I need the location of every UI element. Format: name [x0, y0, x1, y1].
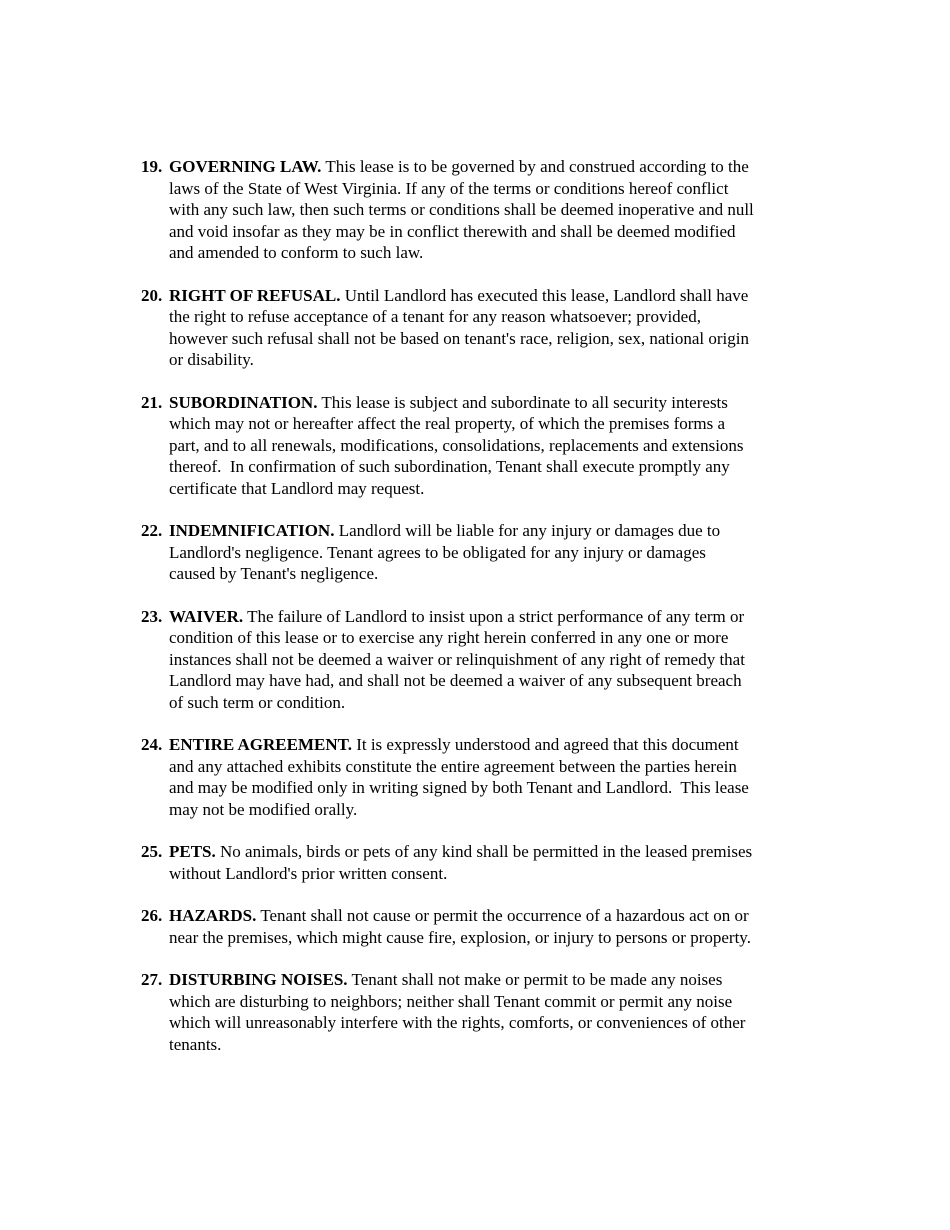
- clause-list: [141, 156, 821, 1076]
- clause-item: [141, 734, 821, 820]
- clause-text: The failure of Landlord to insist upon a strict performance of any term or: [243, 606, 745, 626]
- clause-line: certificate that Landlord may request.: [169, 478, 425, 498]
- clause-line: may not be modified orally.: [169, 799, 358, 819]
- clause-line: caused by Tenant's negligence.: [169, 564, 379, 583]
- clause-number: 24.: [141, 735, 163, 754]
- clause-text: Landlord will be liable for any injury or damages due to: [334, 521, 721, 540]
- clause-item: [141, 969, 821, 1055]
- clause-line: however such refusal shall not be based on tenant's race, religion, sex, national origin: [169, 328, 749, 348]
- clause-item: [141, 392, 821, 500]
- clause-line: [169, 969, 821, 991]
- clause-number: 22.: [141, 521, 163, 540]
- clause-number: 19.: [141, 157, 163, 176]
- clause-line: which are disturbing to neighbors; neither shall Tenant commit or permit any noise: [169, 991, 733, 1011]
- clause-line: which may not or hereafter affect the real property, of which the premises forms a: [169, 414, 726, 433]
- clause-body: [169, 520, 821, 585]
- clause-line: [169, 285, 821, 307]
- clause-line: the right to refuse acceptance of a tenant for any reason whatsoever; provided,: [169, 307, 701, 326]
- clause-line: thereof. In confirmation of such subordination, Tenant shall execute promptly any: [169, 457, 730, 476]
- clause-body: [169, 969, 821, 1055]
- clause-line: [169, 520, 821, 542]
- clause-line: instances shall not be deemed a waiver or relinquishment of any right of remedy that: [169, 649, 745, 669]
- clause-text: It is expressly understood and agreed that this document: [351, 735, 739, 754]
- clause-item: [141, 606, 821, 714]
- clause-line: and amended to conform to such law.: [169, 243, 424, 262]
- clause-number: 20.: [141, 285, 163, 305]
- clause-number: 27.: [141, 970, 163, 989]
- clause-line: [169, 841, 821, 863]
- clause-line: [169, 392, 821, 414]
- clause-text: This lease is to be governed by and construed according to the: [321, 157, 749, 176]
- clause-heading: HAZARDS.: [169, 906, 257, 925]
- clause-body: [169, 606, 821, 714]
- clause-number: 23.: [141, 606, 163, 626]
- clause-line: tenants.: [169, 1034, 222, 1054]
- clause-heading: DISTURBING NOISES.: [169, 970, 348, 989]
- clause-line: which will unreasonably interfere with the rights, comforts, or conveniences of other: [169, 1013, 746, 1032]
- clause-item: [141, 285, 821, 371]
- clause-line: Landlord may have had, and shall not be deemed a waiver of any subsequent breach: [169, 671, 742, 690]
- clause-line: [169, 156, 821, 178]
- clause-heading: PETS.: [169, 842, 216, 861]
- clause-line: and any attached exhibits constitute the entire agreement between the parties herein: [169, 756, 737, 776]
- clause-line: part, and to all renewals, modifications, consolidations, replacements and extensions: [169, 435, 744, 455]
- clause-line: Landlord's negligence. Tenant agrees to be obligated for any injury or damages: [169, 542, 706, 562]
- clause-line: [169, 606, 821, 628]
- clause-line: and may be modified only in writing signed by both Tenant and Landlord. This lease: [169, 778, 749, 797]
- clause-line: laws of the State of West Virginia. If any of the terms or conditions hereof conflict: [169, 178, 729, 198]
- clause-heading: RIGHT OF REFUSAL.: [169, 285, 341, 305]
- clause-item: [141, 156, 821, 264]
- clause-body: [169, 156, 821, 264]
- clause-heading: WAIVER.: [169, 606, 244, 626]
- clause-body: [169, 841, 821, 884]
- clause-line: of such term or condition.: [169, 692, 346, 712]
- clause-body: [169, 392, 821, 500]
- clause-line: near the premises, which might cause fire, explosion, or injury to persons or property.: [169, 927, 751, 947]
- clause-line: condition of this lease or to exercise any right herein conferred in any one or more: [169, 628, 729, 647]
- clause-body: [169, 734, 821, 820]
- clause-text: This lease is subject and subordinate to all security interests: [317, 392, 728, 412]
- clause-heading: GOVERNING LAW.: [169, 157, 322, 176]
- clause-line: and void insofar as they may be in conflict therewith and shall be deemed modified: [169, 221, 736, 241]
- clause-line: or disability.: [169, 350, 254, 369]
- clause-text: Tenant shall not cause or permit the occurrence of a hazardous act on or: [256, 906, 749, 925]
- clause-line: [169, 734, 821, 756]
- clause-line: without Landlord's prior written consent.: [169, 863, 448, 883]
- clause-number: 21.: [141, 392, 163, 412]
- clause-body: [169, 905, 821, 948]
- clause-heading: INDEMNIFICATION.: [169, 521, 335, 540]
- clause-text: No animals, birds or pets of any kind shall be permitted in the leased premises: [215, 842, 753, 861]
- clause-line: [169, 905, 821, 927]
- clause-line: with any such law, then such terms or conditions shall be deemed inoperative and null: [169, 200, 754, 219]
- clause-item: [141, 905, 821, 948]
- clause-body: [169, 285, 821, 371]
- clause-text: Until Landlord has executed this lease, Landlord shall have: [340, 285, 749, 305]
- clause-item: [141, 841, 821, 884]
- clause-number: 25.: [141, 842, 163, 861]
- clause-heading: SUBORDINATION.: [169, 392, 318, 412]
- clause-heading: ENTIRE AGREEMENT.: [169, 735, 352, 754]
- clause-item: [141, 520, 821, 585]
- clause-text: Tenant shall not make or permit to be made any noises: [347, 970, 723, 989]
- clause-number: 26.: [141, 906, 163, 925]
